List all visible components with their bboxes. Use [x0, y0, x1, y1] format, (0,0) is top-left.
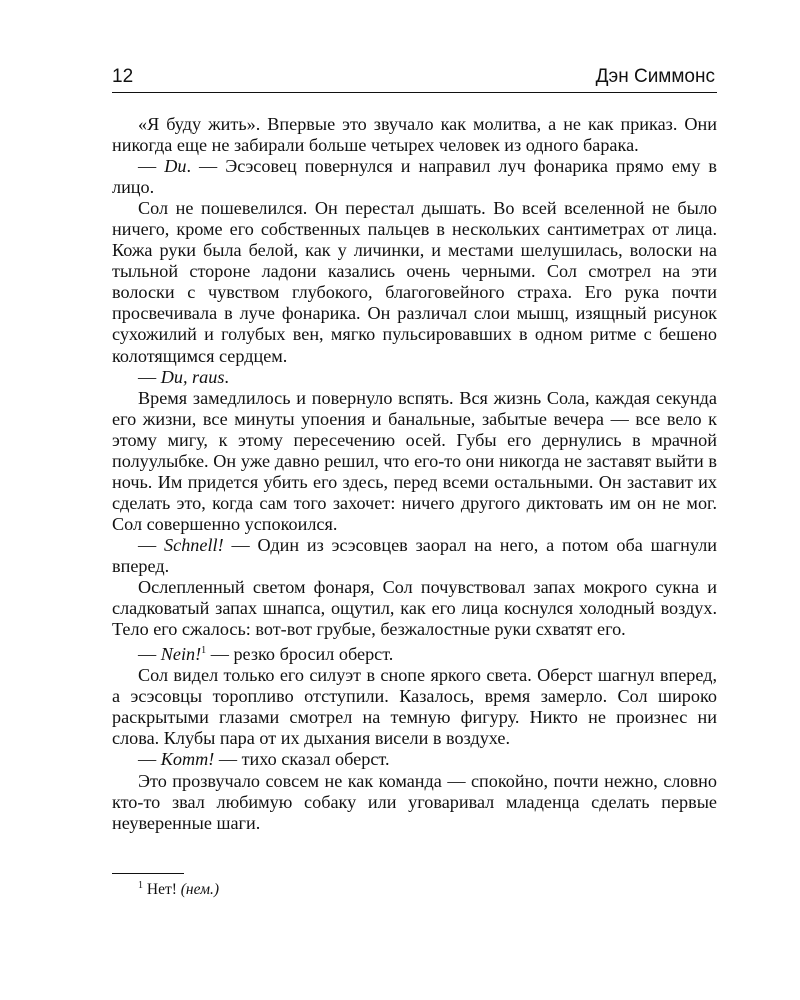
footnote-divider [112, 873, 184, 874]
paragraph: Время замедлилось и повернуло вспять. Вся жизнь Сола, каждая секунда его жизни, все минуты упоения и банальные, забытые вечера — все вело к этому мигу, к этому пересечению осей. Губы его дернулись в мрачной полуулыбке. Он уже давно решил, что его-то они никогда не заставят выйти в ночь. Им придется убить его здесь, перед всеми остальными. Он заставит их сделать это, когда сам того захочет: ничего другого диктовать им он не мог. Сол совершенно успокоился. [112, 387, 717, 534]
paragraph: — Nein!$^1$ — резко бросил оберст. [138, 644, 394, 665]
page-number: 12 [112, 66, 134, 87]
paragraph: Ослепленный светом фонаря, Сол почувствовал запах мокрого сукна и сладковатый запах шнапса, ощутил, как его лица коснулся холодный воздух. Тело его сжалось: вот-вот грубые, безжалостные руки схватят его. [112, 577, 717, 640]
footnote-note: (нем.) [180, 881, 220, 899]
paragraph: Сол видел только его силуэт в снопе яркого света. Оберст шагнул вперед, а эсэсовцы торопливо отступили. Казалось, время замерло. Сол широко раскрытыми глазами смотрел на темную фигуру. Никто не произнес ни слова. Клубы пара от их дыхания висели в воздухе. [112, 665, 717, 749]
footnote-marker: 1 [201, 645, 207, 657]
paragraph: Сол не пошевелился. Он перестал дышать. Во всей вселенной не было ничего, кроме его собственных пальцев в нескольких сантиметрах от лица. Кожа руки была белой, как у личинки, и местами шелушилась, волоски на тыльной стороне ладони казались очень черными. Сол смотрел на эти волоски с чувством глубокого, благоговейного страха. Его рука почти просвечивала в луче фонарика. Он различал слои мышц, изящный рисунок сухожилий и голубых вен, мягко пульсировавших в одном ритме с бешено колотящимся сердцем. [112, 198, 717, 366]
paragraph: — Du. — Эсэсовец повернулся и направил луч фонарика прямо ему в лицо. [112, 156, 717, 198]
paragraph: «Я буду жить». Впервые это звучало как молитва, а не как приказ. Они никогда еще не забирали больше четырех человек из одного барака. [112, 114, 717, 156]
footnote-number: 1 [138, 880, 143, 891]
paragraph: Это прозвучало совсем не как команда — спокойно, почти нежно, словно кто-то звал любимую собаку или уговаривал младенца сделать первые неуверенные шаги. [112, 770, 717, 833]
paragraph: — Komm! — тихо сказал оберст. [138, 749, 390, 770]
italic-fragment: Du [164, 156, 187, 177]
italic-fragment: Schnell! [164, 534, 224, 555]
page-header [112, 64, 717, 93]
footnote [138, 880, 219, 899]
running-head: Дэн Симмонс [595, 66, 715, 87]
italic-fragment: Du, raus [160, 366, 225, 387]
italic-fragment: Komm! [160, 749, 215, 770]
body-text [112, 114, 717, 834]
italic-fragment: Nein! [160, 644, 202, 665]
footnote-text: Нет! [146, 881, 177, 899]
paragraph: — Schnell! — Один из эсэсовцев заорал на него, а потом оба шагнули вперед. [112, 534, 718, 576]
paragraph: — Du, raus. [138, 366, 229, 387]
